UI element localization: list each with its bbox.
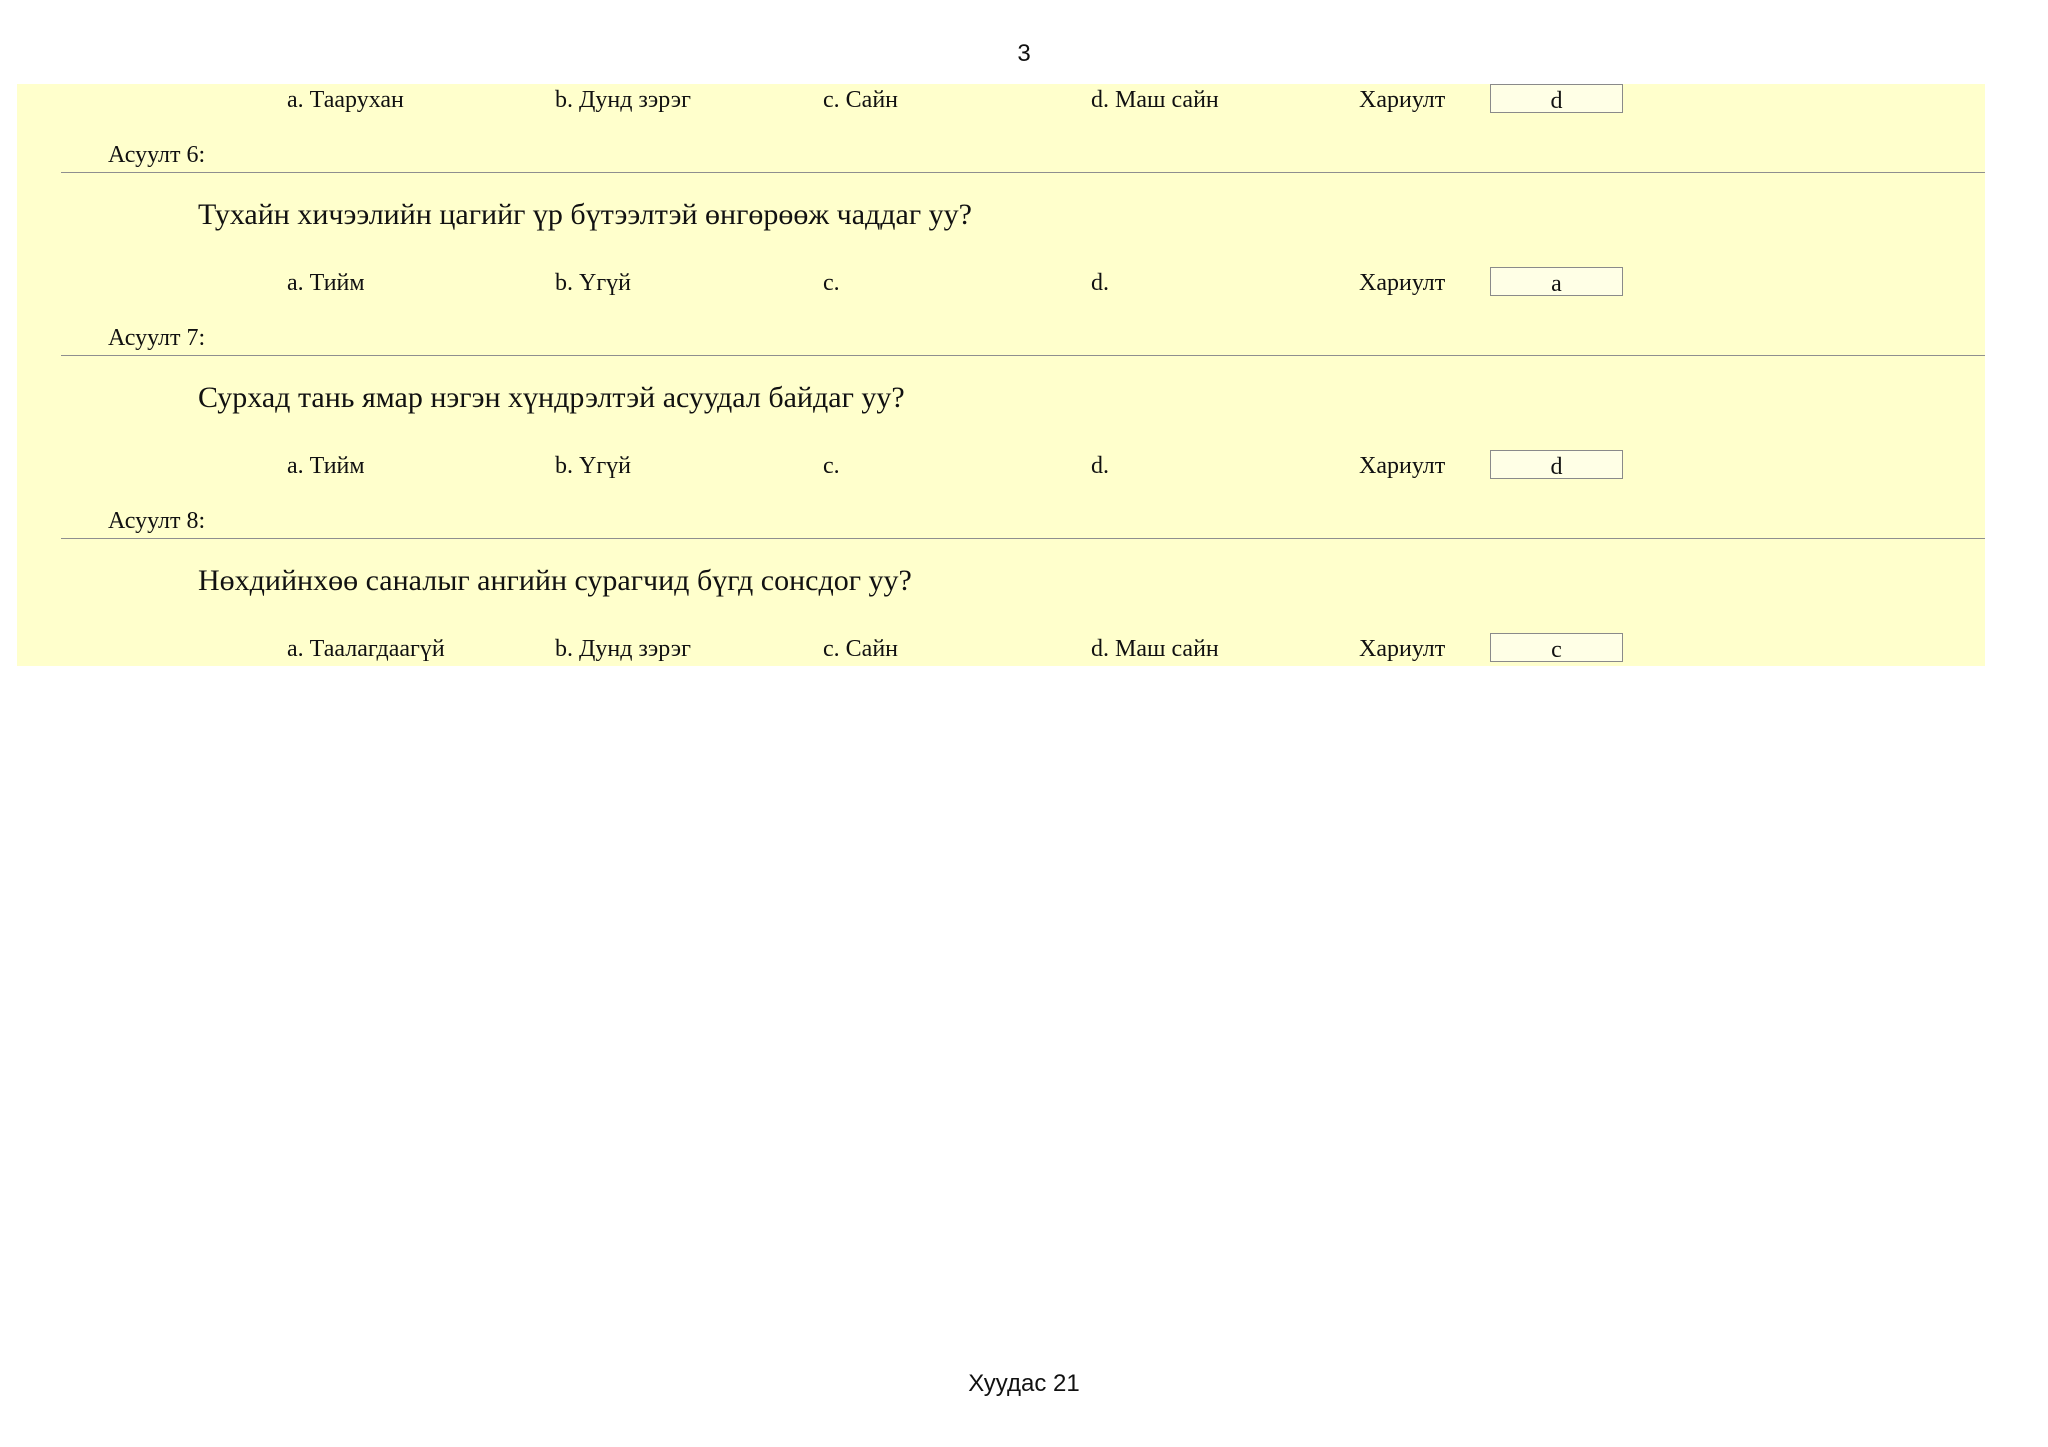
question-text: Сурхад тань ямар нэгэн хүндрэлтэй асуудал байдаг уу? bbox=[198, 381, 905, 414]
option-c: c. bbox=[823, 270, 840, 296]
option-d: d. Маш сайн bbox=[1091, 636, 1219, 662]
question-label: Асуулт 7: bbox=[108, 325, 206, 351]
question-divider bbox=[61, 538, 1985, 539]
question-options bbox=[17, 267, 1985, 299]
page-number: 3 bbox=[1017, 40, 1031, 67]
answer-label: Хариулт bbox=[1359, 270, 1446, 296]
question-options bbox=[17, 633, 1985, 665]
option-b: b. Үгүй bbox=[555, 270, 632, 296]
option-b: b. Үгүй bbox=[555, 453, 632, 479]
option-d: d. bbox=[1091, 270, 1109, 296]
answer-label: Хариулт bbox=[1359, 636, 1446, 662]
questionnaire-sheet bbox=[17, 84, 1985, 666]
prev-question-options bbox=[17, 84, 1985, 116]
option-b: b. Дунд зэрэг bbox=[555, 636, 691, 662]
answer-field[interactable]: c bbox=[1490, 633, 1623, 662]
answer-label: Хариулт bbox=[1359, 453, 1446, 479]
question-text: Тухайн хичээлийн цагийг үр бүтээлтэй өнгөрөөж чаддаг уу? bbox=[198, 198, 972, 231]
answer-field[interactable]: d bbox=[1490, 84, 1623, 113]
question-text: Нөхдийнхөө саналыг ангийн сурагчид бүгд сонсдог уу? bbox=[198, 564, 912, 597]
answer-field[interactable]: a bbox=[1490, 267, 1623, 296]
question-options bbox=[17, 450, 1985, 482]
question-label: Асуулт 8: bbox=[108, 508, 206, 534]
question-divider bbox=[61, 355, 1985, 356]
option-a: a. Таарухан bbox=[287, 87, 404, 113]
option-c: c. Сайн bbox=[823, 636, 898, 662]
option-b: b. Дунд зэрэг bbox=[555, 87, 691, 113]
option-d: d. Маш сайн bbox=[1091, 87, 1219, 113]
option-c: c. Сайн bbox=[823, 87, 898, 113]
option-a: a. Тийм bbox=[287, 270, 365, 296]
answer-label: Хариулт bbox=[1359, 87, 1446, 113]
option-d: d. bbox=[1091, 453, 1109, 479]
question-divider bbox=[61, 172, 1985, 173]
option-a: a. Тийм bbox=[287, 453, 365, 479]
option-c: c. bbox=[823, 453, 840, 479]
page-footer: Хуудас 21 bbox=[968, 1370, 1080, 1397]
option-a: a. Таалагдаагүй bbox=[287, 636, 445, 662]
question-label: Асуулт 6: bbox=[108, 142, 206, 168]
answer-field[interactable]: d bbox=[1490, 450, 1623, 479]
